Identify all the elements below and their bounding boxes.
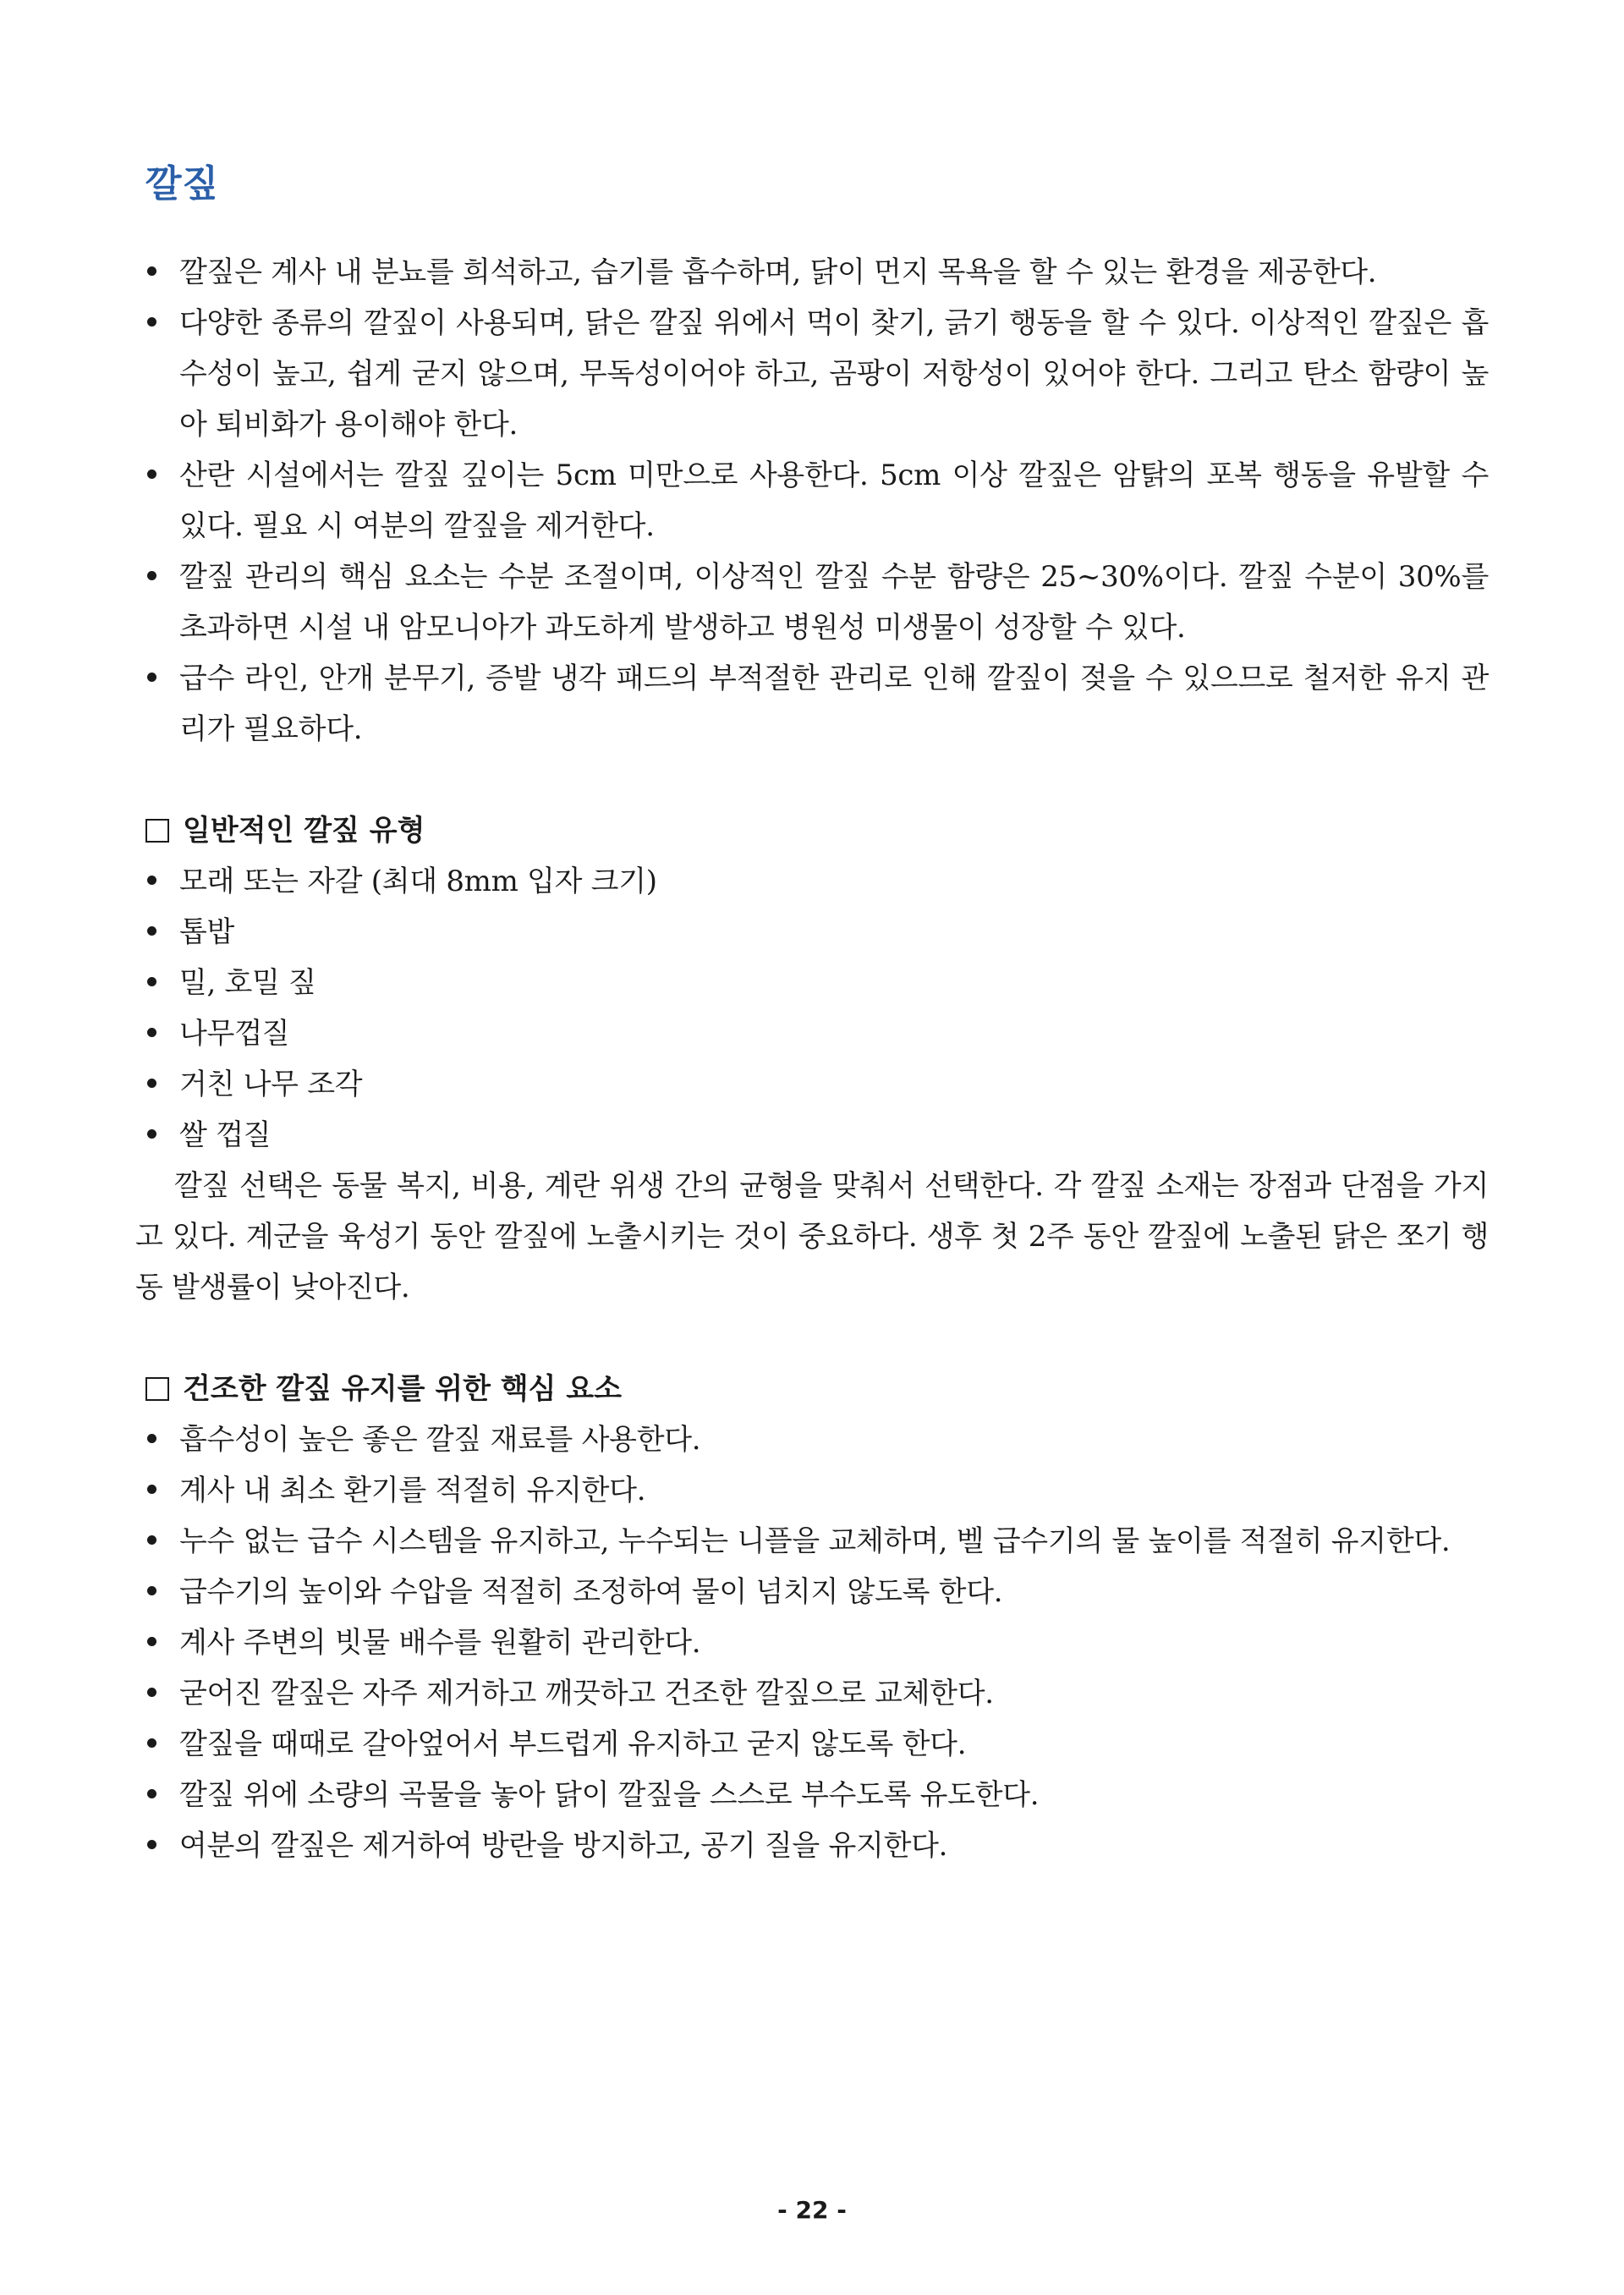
litter-types-list [135,856,1489,1161]
section-heading-text: 건조한 깔짚 유지를 위한 핵심 요소 [183,1372,622,1406]
list-item: 톱밥 [135,907,1489,958]
section-heading [135,1364,1489,1414]
section-heading [135,805,1489,856]
list-item: 급수기의 높이와 수압을 적절히 조정하여 물이 넘치지 않도록 한다. [135,1567,1489,1617]
list-item: 계사 주변의 빗물 배수를 원활히 관리한다. [135,1617,1489,1668]
section-heading-text: 일반적인 깔짚 유형 [183,814,425,848]
dry-litter-list [135,1414,1489,1871]
list-item: 다양한 종류의 깔짚이 사용되며, 닭은 깔짚 위에서 먹이 찾기, 긁기 행동을 할 수 있다. 이상적인 깔짚은 흡수성이 높고, 쉽게 굳지 않으며, 무독성이어야 하고, 곰팡이 저항성이 있어야 한다. 그리고 탄소 함량이 높아 퇴비화가 용이해야 한다. [135,298,1489,450]
list-item: 거친 나무 조각 [135,1059,1489,1110]
page-title: 깔짚 [145,162,220,206]
list-item: 나무껍질 [135,1008,1489,1059]
list-item: 깔짚을 때때로 갈아엎어서 부드럽게 유지하고 굳지 않도록 한다. [135,1719,1489,1770]
list-item: 계사 내 최소 환기를 적절히 유지한다. [135,1465,1489,1516]
list-item: 누수 없는 급수 시스템을 유지하고, 누수되는 니플을 교체하며, 벨 급수기의 물 높이를 적절히 유지한다. [135,1516,1489,1567]
dry-litter-section [135,1364,1489,1871]
intro-section [135,247,1489,755]
litter-selection-paragraph: 깔짚 선택은 동물 복지, 비용, 계란 위생 간의 균형을 맞춰서 선택한다. 각 깔짚 소재는 장점과 단점을 가지고 있다. 계군을 육성기 동안 깔짚에 노출시키는 것이 중요하다. 생후 첫 2주 동안 깔짚에 노출된 닭은 쪼기 행동 발생률이 낮아진다. [135,1169,1489,1304]
list-item: 깔짚은 계사 내 분뇨를 희석하고, 습기를 흡수하며, 닭이 먼지 목욕을 할 수 있는 환경을 제공한다. [135,247,1489,298]
list-item: 깔짚 관리의 핵심 요소는 수분 조절이며, 이상적인 깔짚 수분 함량은 25~30%이다. 깔짚 수분이 30%를 초과하면 시설 내 암모니아가 과도하게 발생하고 병원성 미생물이 성장할 수 있다. [135,552,1489,653]
list-item: 밀, 호밀 짚 [135,958,1489,1008]
checkbox-square-icon [145,1377,169,1401]
list-item: 여분의 깔짚은 제거하여 방란을 방지하고, 공기 질을 유지한다. [135,1820,1489,1871]
list-item: 쌀 껍질 [135,1110,1489,1161]
list-item: 산란 시설에서는 깔짚 깊이는 5cm 미만으로 사용한다. 5cm 이상 깔짚은 암탉의 포복 행동을 유발할 수 있다. 필요 시 여분의 깔짚을 제거한다. [135,450,1489,552]
list-item: 급수 라인, 안개 분무기, 증발 냉각 패드의 부적절한 관리로 인해 깔짚이 젖을 수 있으므로 철저한 유지 관리가 필요하다. [135,653,1489,755]
list-item: 모래 또는 자갈 (최대 8mm 입자 크기) [135,856,1489,907]
page-number: - 22 - [777,2196,847,2224]
list-item: 흡수성이 높은 좋은 깔짚 재료를 사용한다. [135,1414,1489,1465]
intro-bullet-list [135,247,1489,755]
list-item: 깔짚 위에 소량의 곡물을 놓아 닭이 깔짚을 스스로 부수도록 유도한다. [135,1770,1489,1820]
checkbox-square-icon [145,819,169,843]
list-item: 굳어진 깔짚은 자주 제거하고 깨끗하고 건조한 깔짚으로 교체한다. [135,1668,1489,1719]
litter-types-section [135,805,1489,1313]
